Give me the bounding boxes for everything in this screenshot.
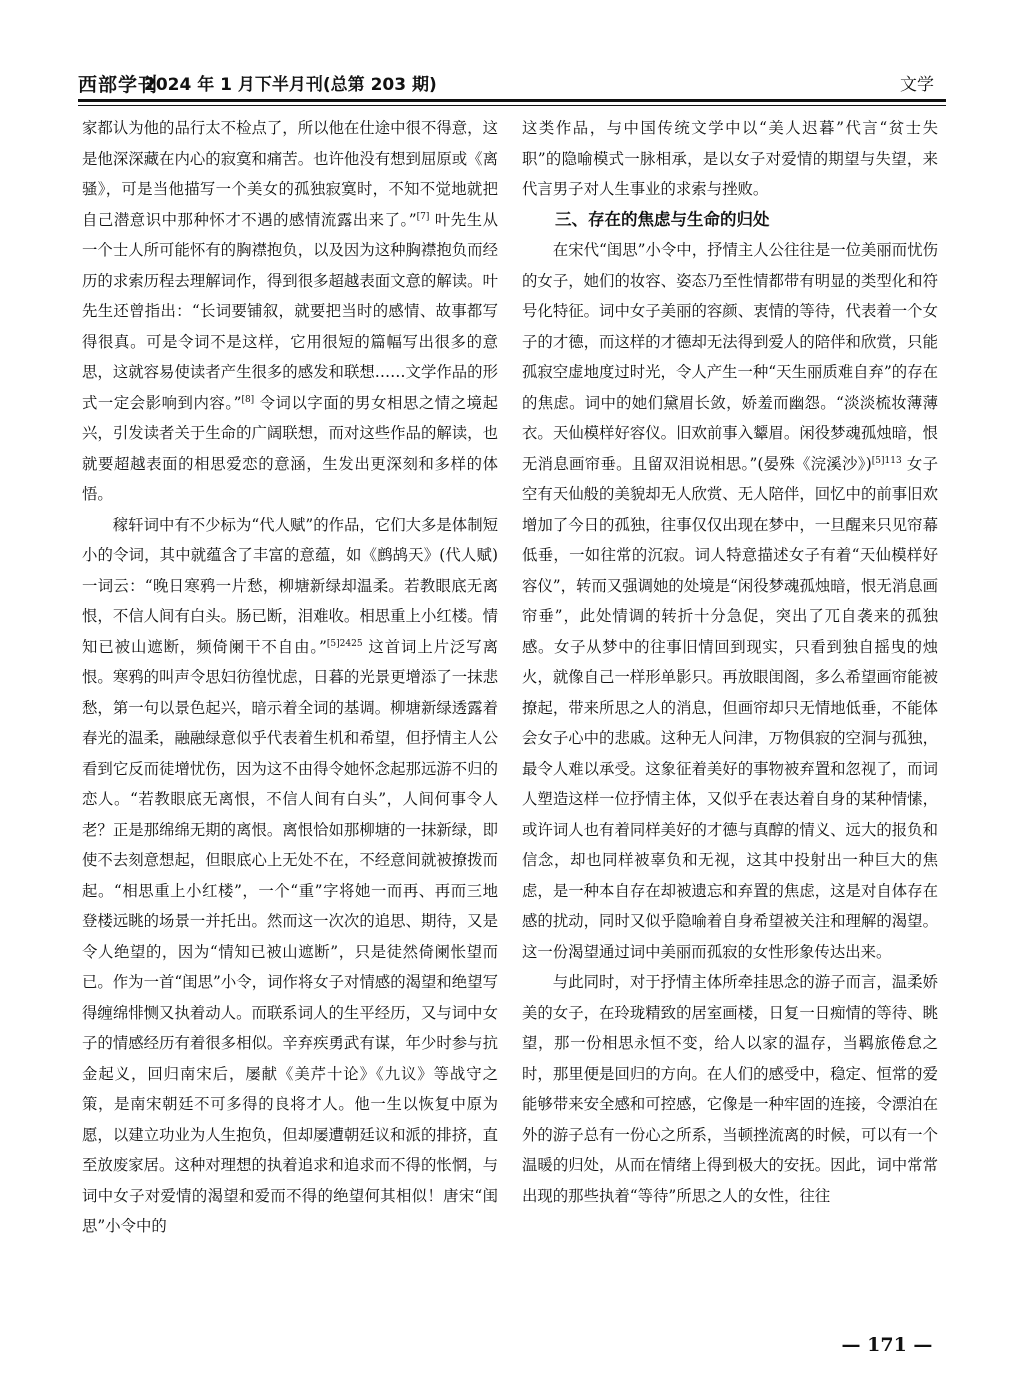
paragraph-text: 在宋代“闺思”小令中，抒情主人公往往是一位美丽而忧伤的女子，她们的妆容、姿态乃至性情都带有明显的类型化和符号化特征。词中女子美丽的容颜、衷情的等待，代表着一个女子的才德，而这样的才德却无法得到爱人的陪伴和欣赏，只能孤寂空虚地度过时光，令人产生一种“天生丽质难自弃”的存在的焦虑。词中的她们黛眉长敛，娇羞而幽怨。“淡淡梳妆薄薄衣。天仙模样好容仪。旧欢前事入颦眉。闲役梦魂孤烛暗，恨无消息画帘垂。且留双泪说相思。”(晏殊《浣溪沙》): [522, 241, 938, 473]
issue-info: 2024 年 1 月下半月刊(总第 203 期): [144, 75, 437, 95]
citation: [5]113: [871, 455, 902, 466]
header-rule-thick: [78, 99, 946, 102]
paragraph-text: 女子空有天仙般的美貌却无人欣赏、无人陪伴，回忆中的前事旧欢增加了今日的孤独，往事仅仅出现在梦中，一旦醒来只见帘幕低垂，一如往常的沉寂。词人特意描述女子有着“天仙模样好容仪”，转而又强调她的处境是“闲役梦魂孤烛暗，恨无消息画帘垂”，此处情调的转折十分急促，突出了兀自袭来的孤独感。女子从梦中的往事旧情回到现实，只看到独自摇曳的烛火，就像自己一样形单影只。再放眼闺阁，多么希望画帘能被撩起，带来所思之人的消息，但画帘却只无情地低垂，不能体会女子心中的悲戚。这种无人问津，万物俱寂的空洞与孤独，最令人难以承受。这象征着美好的事物被弃置和忽视了，而词人塑造这样一位抒情主体，又似乎在表达着自身的某种情愫，或许词人也有着同样美好的才德与真醇的情义、远大的报负和信念，却也同样被辜负和无视，这其中投射出一种巨大的焦虑，是一种本自存在却被遗忘和弃置的焦虑，这是对自体存在感的扰动，同时又似乎隐喻着自身希望被关注和理解的渴望。这一份渴望通过词中美丽而孤寂的女性形象传达出来。: [522, 454, 938, 961]
citation: [7]: [416, 211, 430, 222]
running-header: [78, 70, 946, 96]
citation: [8]: [241, 394, 255, 405]
paragraph-text: 叶先生从一个士人所可能怀有的胸襟抱负，以及因为这种胸襟抱负而经历的求索历程去理解词作，得到很多超越表面文意的解读。叶先生还曾指出：“长词要铺叙，就要把当时的感情、故事都写得很真。可是令词不是这样，它用很短的篇幅写出很多的意思，这就容易使读者产生很多的感发和联想……文学作品的形式一定会影响到内容。”: [82, 210, 498, 412]
right-column: [522, 113, 938, 1323]
paragraph-text: 家都认为他的品行太不检点了，所以他在仕途中很不得意，这是他深深藏在内心的寂寞和痛苦。也许他没有想到屈原或《离骚》，可是当他描写一个美女的孤独寂寞时，不知不觉地就把自己潜意识中那种怀才不遇的感情流露出来了。”: [82, 119, 498, 229]
paragraph-text: 令词以字面的男女相思之情之境起兴，引发读者关于生命的广阔联想，而对这些作品的解读，也就要超越表面的相思爱恋的意涵，生发出更深刻和多样的体悟。: [82, 393, 498, 503]
header-rule-thin: [78, 105, 946, 106]
paragraph-text: 与此同时，对于抒情主体所牵挂思念的游子而言，温柔娇美的女子，在玲珑精致的居室画楼，日复一日痴情的等待、眺望，那一份相思永恒不变，给人以家的温存，当羁旅倦怠之时，那里便是回归的方向。在人们的感受中，稳定、恒常的爱能够带来安全感和可控感，它像是一种牢固的连接，令漂泊在外的游子总有一份心之所系，当顿挫流离的时候，可以有一个温暖的归处，从而在情绪上得到极大的安抚。因此，词中常常出现的那些执着“等待”所思之人的女性，往往: [522, 973, 938, 1205]
left-column: [82, 113, 498, 1323]
paragraph: [82, 510, 498, 1242]
paragraph: [82, 113, 498, 510]
paragraph: [522, 113, 938, 205]
paragraph-text: 稼轩词中有不少标为“代人赋”的作品，它们大多是体制短小的令词，其中就蕴含了丰富的意蕴，如《鹧鸪天》(代人赋)一词云：“晚日寒鸦一片愁，柳塘新绿却温柔。若教眼底无离恨，不信人间有白头。肠已断，泪难收。相思重上小红楼。情知已被山遮断，频倚阑干不自由。”: [82, 515, 498, 656]
journal-name: 西部学刊: [78, 74, 159, 96]
paragraph-text: 这类作品，与中国传统文学中以“美人迟暮”代言“贫士失职”的隐喻模式一脉相承，是以女子对爱情的期望与失望，来代言男子对人生事业的求索与挫败。: [522, 119, 938, 198]
paragraph-text: 这首词上片泛写离恨。寒鸦的叫声令思妇彷徨忧虑，日暮的光景更增添了一抹悲愁，第一句以景色起兴，暗示着全词的基调。柳塘新绿透露着春光的温柔，融融绿意似乎代表着生机和希望，但抒情主人公看到它反而徒增忧伤，因为这不由得令她怀念起那远游不归的恋人。“若教眼底无离恨，不信人间有白头”，人间何事令人老？正是那绵绵无期的离恨。离恨恰如那柳塘的一抹新绿，即使不去刻意想起，但眼底心上无处不在，不经意间就被撩拨而起。“相思重上小红楼”，一个“重”字将她一而再、再而三地登楼远眺的场景一并托出。然而这一次次的追思、期待，又是令人绝望的，因为“情知已被山遮断”，只是徒然倚阑怅望而已。作为一首“闺思”小令，词作将女子对情感的渴望和绝望写得缠绵悱恻又执着动人。而联系词人的生平经历，又与词中女子的情感经历有着很多相似。辛弃疾勇武有谋，年少时参与抗金起义，回归南宋后，屡献《美芹十论》《九议》等战守之策，是南宋朝廷不可多得的良将才人。他一生以恢复中原为愿，以建立功业为人生抱负，但却屡遭朝廷议和派的排挤，直至放废家居。这种对理想的执着追求和追求而不得的怅惘，与词中女子对爱情的渴望和爱而不得的绝望何其相似！唐宋“闺思”小令中的: [82, 637, 498, 1235]
section-name: 文学: [900, 75, 934, 95]
paragraph: [522, 967, 938, 1211]
section-heading: 三、存在的焦虑与生命的归处: [555, 209, 770, 229]
page-number: — 171 —: [841, 1334, 933, 1356]
paragraph: [522, 235, 938, 967]
citation: [5]2425: [326, 638, 363, 649]
